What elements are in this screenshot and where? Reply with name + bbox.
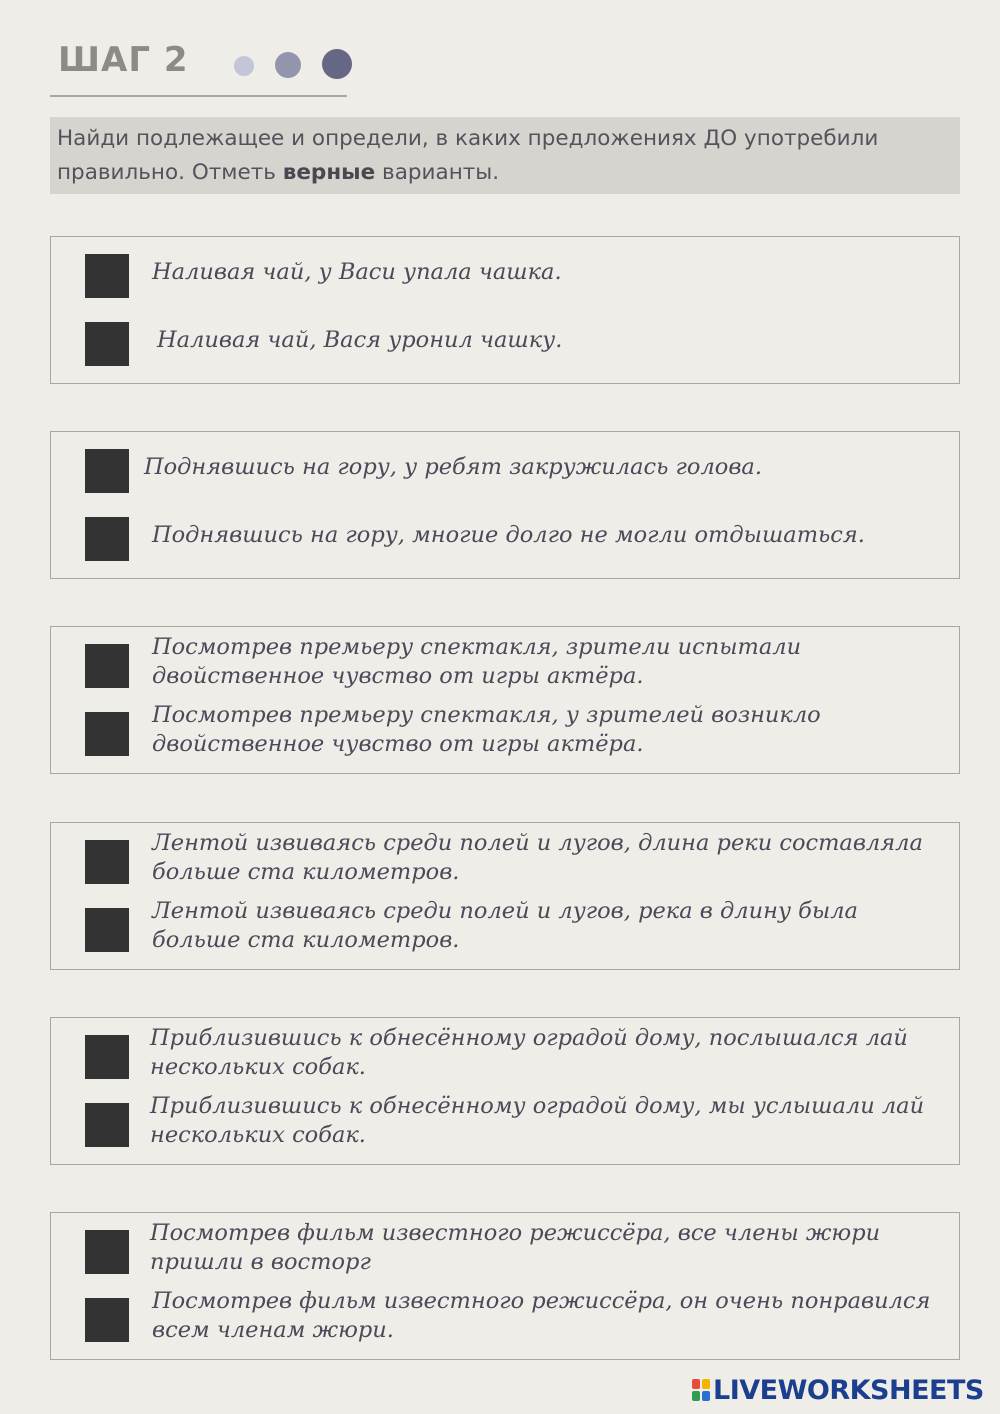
option-text: Посмотрев премьеру спектакля, зрители испытали двойственное чувство от игры актёра. — [152, 634, 802, 689]
option-text: Приблизившись к обнесённому оградой дому, мы услышали лай нескольких собак. — [150, 1093, 925, 1148]
option-text: Поднявшись на гору, многие долго не могли отдышаться. — [152, 521, 865, 548]
instruction-bold-word: верные — [282, 160, 376, 185]
progress-dot-3 — [322, 49, 352, 79]
option-checkbox[interactable] — [85, 1298, 129, 1342]
liveworksheets-logo — [692, 1374, 984, 1406]
option-text: Приблизившись к обнесённому оградой дому, послышался лай нескольких собак. — [150, 1025, 908, 1080]
option-row — [51, 1023, 959, 1083]
option-row — [51, 437, 959, 497]
option-row — [51, 828, 959, 888]
option-checkbox[interactable] — [85, 1230, 129, 1274]
option-checkbox[interactable] — [85, 517, 129, 561]
option-row — [51, 1091, 959, 1151]
question-card-1 — [50, 236, 960, 384]
option-row — [51, 1286, 959, 1346]
option-checkbox[interactable] — [85, 322, 129, 366]
option-checkbox[interactable] — [85, 254, 129, 298]
option-row — [51, 242, 959, 302]
option-text: Лентой извиваясь среди полей и лугов, река в длину была больше ста километров. — [152, 898, 858, 953]
option-checkbox[interactable] — [85, 840, 129, 884]
option-text: Поднявшись на гору, у ребят закружилась голова. — [144, 453, 762, 480]
option-text: Лентой извиваясь среди полей и лугов, длина реки составляла больше ста километров. — [152, 830, 923, 885]
title-divider — [50, 95, 347, 97]
option-row — [51, 632, 959, 692]
option-text: Наливая чай, у Васи упала чашка. — [152, 258, 562, 285]
question-card-5 — [50, 1017, 960, 1165]
option-checkbox[interactable] — [85, 712, 129, 756]
option-checkbox[interactable] — [85, 644, 129, 688]
step-title: ШАГ 2 — [58, 40, 189, 80]
option-text: Наливая чай, Вася уронил чашку. — [157, 326, 563, 353]
instruction-text: Найди подлежащее и определи, в каких предложениях ДО употребили правильно. Отметь — [57, 126, 879, 185]
instruction-text-end: варианты. — [375, 160, 500, 185]
question-card-3 — [50, 626, 960, 774]
progress-dot-1 — [234, 56, 254, 76]
option-text: Посмотрев премьеру спектакля, у зрителей возникло двойственное чувство от игры актёра. — [152, 702, 821, 757]
question-card-2 — [50, 431, 960, 579]
question-card-6 — [50, 1212, 960, 1360]
instruction-box — [50, 117, 960, 194]
question-card-4 — [50, 822, 960, 970]
option-row — [51, 310, 959, 370]
liveworksheets-brand-text: LIVEWORKSHEETS — [713, 1374, 984, 1406]
option-row — [51, 896, 959, 956]
option-checkbox[interactable] — [85, 1103, 129, 1147]
option-row — [51, 1218, 959, 1278]
progress-dot-2 — [275, 52, 301, 78]
option-checkbox[interactable] — [85, 908, 129, 952]
option-checkbox[interactable] — [85, 1035, 129, 1079]
liveworksheets-logo-icon — [692, 1379, 710, 1401]
option-text: Посмотрев фильм известного режиссёра, он очень понравился всем членам жюри. — [152, 1288, 931, 1343]
option-row — [51, 505, 959, 565]
option-checkbox[interactable] — [85, 449, 129, 493]
option-row — [51, 700, 959, 760]
option-text: Посмотрев фильм известного режиссёра, все члены жюри пришли в восторг — [150, 1220, 881, 1275]
